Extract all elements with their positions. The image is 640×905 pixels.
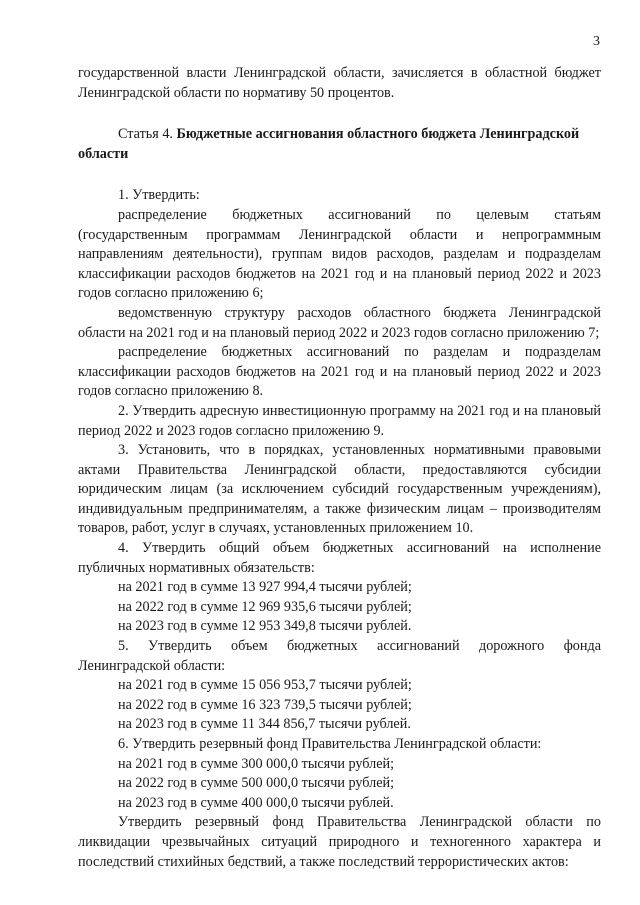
paragraph-1-item-1: распределение бюджетных ассигнований по целевым статьям (государственным программам Ленинградской области и непрограммным направлениям деятельности), группам видов расходов, разделам и подразделам классификации расходов бюджетов на 2021 год и на плановый период 2022 и 2023 годов согласно приложению 6; [78, 206, 601, 302]
paragraph-4-amount-2023: на 2023 год в сумме 12 953 349,8 тысячи рублей. [118, 618, 412, 635]
paragraph-6-amount-2021: на 2021 год в сумме 300 000,0 тысячи рублей; [118, 755, 395, 772]
article-title: Бюджетные ассигнования областного бюджета Ленинградской области [78, 126, 580, 162]
paragraph-5: 5. Утвердить объем бюджетных ассигнований дорожного фонда Ленинградской области: [78, 638, 601, 674]
article-number: Статья 4. [118, 126, 177, 143]
intro-paragraph: государственной власти Ленинградской области, зачисляется в областной бюджет Ленинградской области по нормативу 50 процентов. [78, 65, 601, 101]
document-body [78, 64, 601, 872]
paragraph-1-heading: 1. Утвердить: [118, 187, 200, 204]
paragraph-2: 2. Утвердить адресную инвестиционную программу на 2021 год и на плановый период 2022 и 2023 годов согласно приложению 9. [78, 402, 601, 439]
page-number: 3 [593, 34, 600, 49]
paragraph-6-amount-2023: на 2023 год в сумме 400 000,0 тысячи рублей. [118, 794, 394, 811]
paragraph-6-amount-2022: на 2022 год в сумме 500 000,0 тысячи рублей; [118, 775, 395, 792]
paragraph-4-amount-2022: на 2022 год в сумме 12 969 935,6 тысячи рублей; [118, 598, 412, 615]
article-heading [78, 125, 601, 164]
paragraph-4-amount-2021: на 2021 год в сумме 13 927 994,4 тысячи рублей; [118, 579, 412, 596]
paragraph-5-amount-2022: на 2022 год в сумме 16 323 739,5 тысячи рублей; [118, 696, 412, 713]
paragraph-6: 6. Утвердить резервный фонд Правительства Ленинградской области: [118, 736, 542, 752]
paragraph-3: 3. Установить, что в порядках, установленных нормативными правовыми актами Правительства Ленинградской области, предоставляются субсидии юридическим лицам (за исключением субсидий государственным учреждениям), индивидуальным предпринимателям, а также физическим лицам – производителям товаров, работ, услуг в случаях, установленных приложением 10. [78, 442, 601, 537]
spacer [78, 103, 601, 125]
paragraph-5-amount-2021: на 2021 год в сумме 15 056 953,7 тысячи рублей; [118, 677, 412, 694]
paragraph-1-item-3: распределение бюджетных ассигнований по разделам и подразделам классификации расходов бюджетов на 2021 год и на плановый период 2022 и 2023 годов согласно приложению 8. [78, 344, 601, 400]
paragraph-1-item-2: ведомственную структуру расходов областного бюджета Ленинградской области на 2021 год и на плановый период 2022 и 2023 годов согласно приложению 7; [78, 304, 601, 341]
paragraph-5-amount-2023: на 2023 год в сумме 11 344 856,7 тысячи рублей. [118, 716, 411, 733]
spacer [78, 164, 601, 186]
paragraph-6-emergency-fund: Утвердить резервный фонд Правительства Ленинградской области по ликвидации чрезвычайных ситуаций природного и техногенного характера и последствий стихийных бедствий, а также последствий террористических актов: [78, 814, 601, 870]
paragraph-4: 4. Утвердить общий объем бюджетных ассигнований на исполнение публичных нормативных обязательств: [78, 540, 601, 576]
